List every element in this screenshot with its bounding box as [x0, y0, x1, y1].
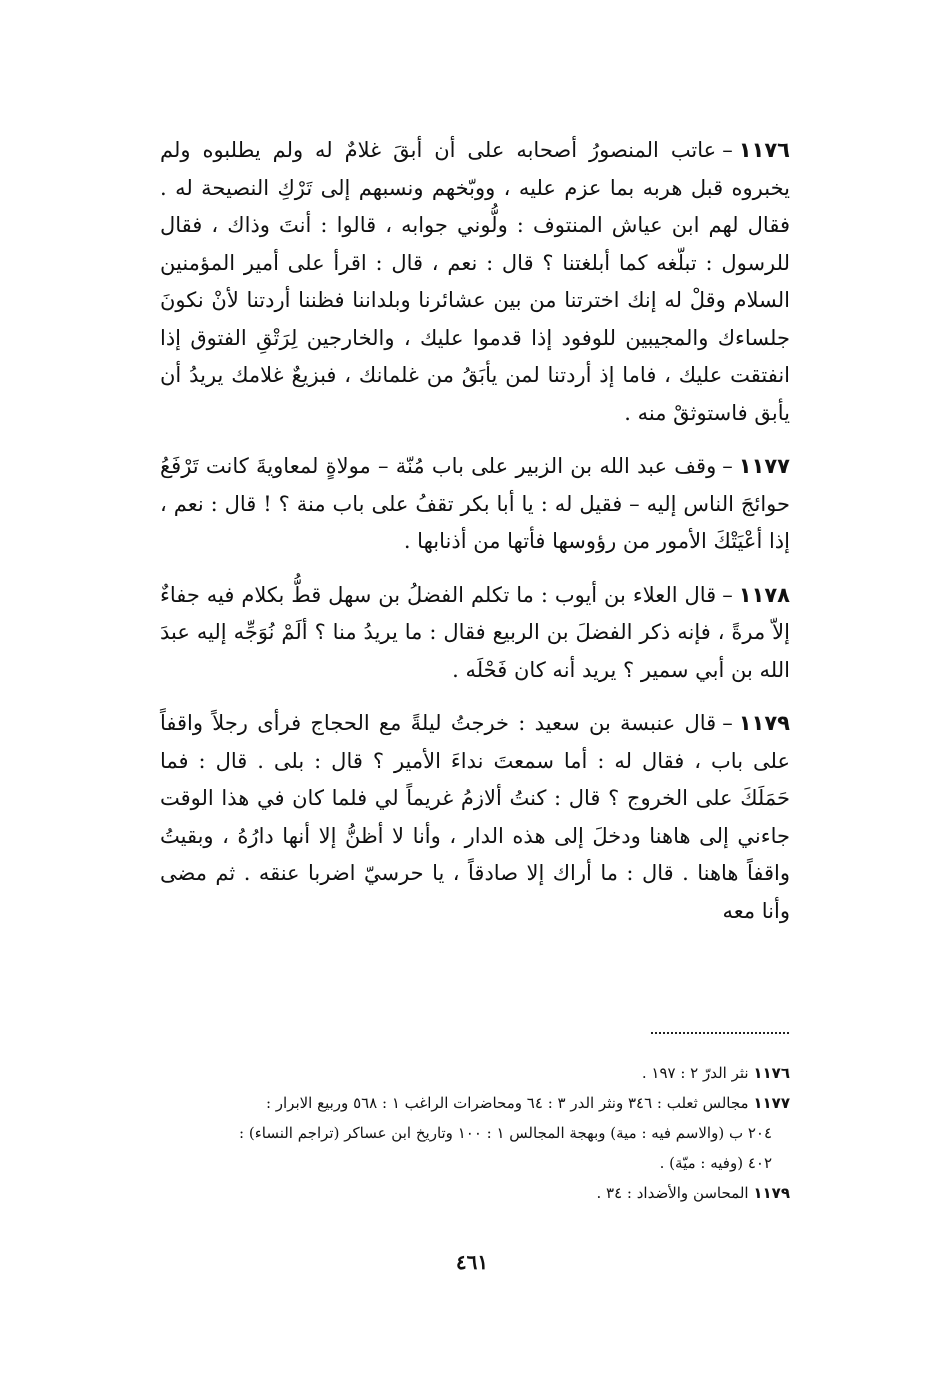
footnote-number: ١١٧٧: [753, 1094, 790, 1112]
footnote-continuation: [160, 1118, 790, 1148]
entry: ١١٧٨–قال العلاء بن أيوب : ما تكلم الفضلُ بن سهل قطُّ بكلام فيه جفاءٌ إلاّ مرةً ، فإنه ذكر الفضلَ بن الربيع فقال : ما يريدُ منا ؟ ألَمْ نُوَجِّه إليه عبدَ الله بن أبي سمير ؟ يريد أنه كان فَحْلَه .: [160, 582, 790, 682]
footnote-text: ٢٠٤ ب (والاسم فيه : مية) وبهجة المجالس ١ : ١٠٠ وتاريخ ابن عساكر (تراجم النساء) :: [239, 1124, 772, 1142]
entry-text: قال عنبسة بن سعيد : خرجتُ ليلةً مع الحجاج فرأى رجلاً واقفاً على باب ، فقال له : أما سمعتَ نداءَ الأمير ؟ قال : بلى . قال : فما حَمَلَكَ على الخروج ؟ قال : كنتُ ألازمُ غريماً لي فلما كان في هذا الوقت جاءني إلى هاهنا ودخلَ إلى هذه الدار ، وأنا لا أظنُّ إلا أنها دارُهُ ، وبقيتُ واقفاً هاهنا . قال : ما أراك إلا صادقاً ، يا حرسيّ اضربا عنقه . ثم مضى وأنا معه: [160, 711, 790, 923]
entry-number: ١١٧٨: [738, 582, 790, 607]
entry-number: ١١٧٩: [738, 711, 790, 735]
page-number: ٤٦١: [455, 1250, 489, 1274]
footnote-separator: [651, 1032, 789, 1034]
footnote-continuation: [160, 1148, 790, 1178]
entry-number: ١١٧٦: [738, 138, 790, 162]
footnote-text: ٤٠٢ (وفيه : ميّة) .: [659, 1154, 772, 1172]
footnote: [160, 1178, 790, 1208]
entry-text: وقف عبد الله بن الزبير على باب مُنّة – مولاةٍ لمعاويةَ كانت تَرْفَعُ حوائجَ الناس إليه – فقيل له : يا أبا بكر تقفُ على باب منة ؟ ! قال : نعم ، إذا أعْيَتْكَ الأمور من رؤوسها فأتها من أذنابها .: [160, 454, 790, 553]
footnote: [160, 1088, 790, 1118]
entry: ١١٧٩–قال عنبسة بن سعيد : خرجتُ ليلةً مع الحجاج فرأى رجلاً واقفاً على باب ، فقال له : أما سمعتَ نداءَ الأمير ؟ قال : بلى . قال : فما حَمَلَكَ على الخروج ؟ قال : كنتُ ألازمُ غريماً لي فلما كان في هذا الوقت جاءني إلى هاهنا ودخلَ إلى هذه الدار ، وأنا لا أظنُّ إلا أنها دارُهُ ، وبقيتُ واقفاً هاهنا . قال : ما أراك إلا صادقاً ، يا حرسيّ اضربا عنقه . ثم مضى وأنا معه: [160, 711, 790, 923]
footnote-text: المحاسن والأضداد : ٣٤ .: [596, 1184, 749, 1202]
footnote-number: ١١٧٦: [753, 1064, 790, 1082]
main-text: [160, 132, 790, 930]
entry: ١١٧٧–وقف عبد الله بن الزبير على باب مُنّة – مولاةٍ لمعاويةَ كانت تَرْفَعُ حوائجَ الناس إليه – فقيل له : يا أبا بكر تقفُ على باب منة ؟ ! قال : نعم ، إذا أعْيَتْكَ الأمور من رؤوسها فأتها من أذنابها .: [160, 454, 790, 553]
entry: ١١٧٦–عاتب المنصورُ أصحابه على أن أبقَ غلامٌ له ولم يطلبوه ولم يخبروه قبل هربه بما عزم عليه ، ووبّخهم ونسبهم إلى تَرْكِ النصيحة له . فقال لهم ابن عياش المنتوف : ولُّوني جوابه ، قالوا : أنتَ وذاك ، فقال للرسول : تبلّغه كما أبلغتنا ؟ قال : نعم ، قال : اقرأ على أمير المؤمنين السلام وقلْ له إنك اخترتنا من بين عشائرنا وبلداننا فظننا أردتنا لأنْ نكونَ جلساءك والمجيبين للوفود إذا قدموا عليك ، والخارجين لِرَتْقِ الفتوق إذا انفتقت عليك ، فاما إذ أردتنا لمن يأبَقُ من غلمانك ، فبزيعٌ غلامك يريدُ أن يأبق فاستوثقْ منه .: [160, 138, 790, 425]
entry-number: ١١٧٧: [738, 454, 790, 478]
entry-text: قال العلاء بن أيوب : ما تكلم الفضلُ بن سهل قطُّ بكلام فيه جفاءٌ إلاّ مرةً ، فإنه ذكر الفضلَ بن الربيع فقال : ما يريدُ منا ؟ ألَمْ نُوَجِّه إليه عبدَ الله بن أبي سمير ؟ يريد أنه كان فَحْلَه .: [160, 582, 790, 682]
footnote: [160, 1058, 790, 1088]
footnote-text: مجالس ثعلب : ٣٤٦ ونثر الدر ٣ : ٦٤ ومحاضرات الراغب ١ : ٥٦٨ وربيع الابرار :: [265, 1094, 749, 1112]
footnotes: [160, 1058, 790, 1208]
footnote-number: ١١٧٩: [753, 1184, 790, 1202]
entry-text: عاتب المنصورُ أصحابه على أن أبقَ غلامٌ له ولم يطلبوه ولم يخبروه قبل هربه بما عزم عليه ، ووبّخهم ونسبهم إلى تَرْكِ النصيحة له . فقال لهم ابن عياش المنتوف : ولُّوني جوابه ، قالوا : أنتَ وذاك ، فقال للرسول : تبلّغه كما أبلغتنا ؟ قال : نعم ، قال : اقرأ على أمير المؤمنين السلام وقلْ له إنك اخترتنا من بين عشائرنا وبلداننا فظننا أردتنا لأنْ نكونَ جلساءك والمجيبين للوفود إذا قدموا عليك ، والخارجين لِرَتْقِ الفتوق إذا انفتقت عليك ، فاما إذ أردتنا لمن يأبَقُ من غلمانك ، فبزيعٌ غلامك يريدُ أن يأبق فاستوثقْ منه .: [160, 138, 790, 425]
footnote-text: نثر الدرّ ٢ : ١٩٧ .: [641, 1064, 749, 1082]
